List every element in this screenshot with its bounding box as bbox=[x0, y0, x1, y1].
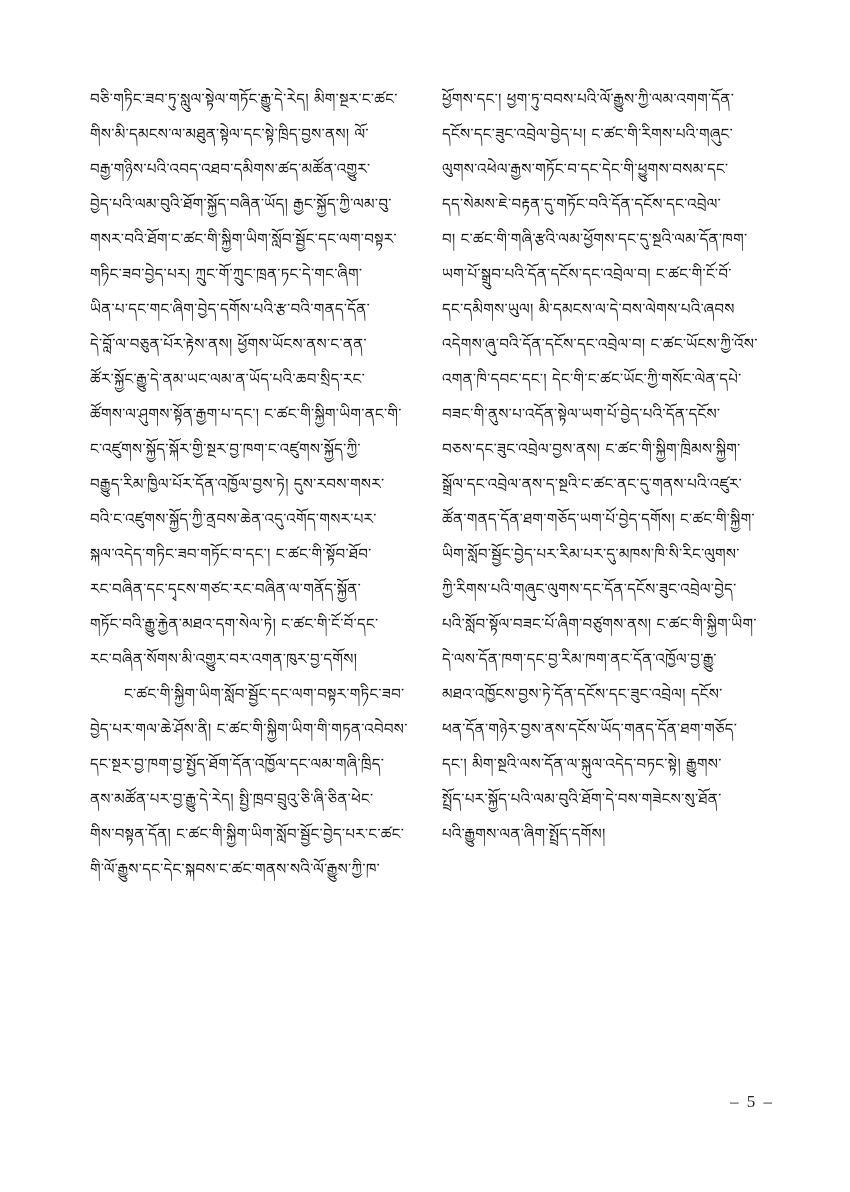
text-line: མཐའ་འཁྱོངས་བྱས་ཏེ་དོན་དངོས་དང་ཟུང་འབྲེལ། དངོས་ bbox=[442, 685, 723, 703]
text-line: ནས་མཚོན་པར་བྱ་རྒྱུ་དེ་རེད། སྤྱི་ཁྲབ་བྲུའུ་ཅི་ཞི་ཅིན་ཕེང་ bbox=[90, 790, 374, 808]
paragraph-first-line: ང་ཚང་གི་སྐྱིག་ཡིག་སློབ་སྦྱོང་དང་ལག་བསྟར་གཏིང་ཟབ་ bbox=[124, 685, 405, 703]
left-text-column bbox=[90, 84, 427, 889]
text-line: པའི་སློབ་སྟོལ་བཟང་པོ་ཞིག་བཙུགས་ནས། ང་ཚང་གི་སྐྱིག་ཡིག་ bbox=[442, 615, 757, 633]
text-line: ཡིག་སློབ་སྦྱོང་བྱེད་པར་རིམ་པར་དུ་མཁས་ཁི་སི་རིང་ལུགས་ bbox=[442, 545, 740, 563]
text-line: བྱེད་པར་གལ་ཆེ་ཤོས་ནི། ང་ཚང་གི་སྐྱིག་ཡིག་གི་གཏན་འབེབས་ bbox=[90, 720, 408, 738]
text-line: རང་བཞིན་དང་དྭངས་གཙང་རང་བཞིན་ལ་གནོད་སྐྱོན་ bbox=[90, 580, 362, 598]
text-line: དངོས་དང་ཟུང་འབྲེལ་བྱེད་པ། ང་ཚང་གི་རིགས་པའི་གཞུང་ bbox=[442, 125, 734, 143]
text-line: ལུགས་འཕེལ་རྒྱས་གཏོང་བ་དང་དེང་གི་ཕྱུགས་བསམ་དང་ bbox=[442, 160, 729, 178]
text-line: བ། ང་ཚང་གི་གཞི་རྩའི་ལམ་ཕྱོགས་དང་དུ་སྔའི་ལམ་དོན་ཁག་ bbox=[442, 230, 748, 248]
text-line: སྐལ་འདེད་གཏིང་ཟབ་གཏོང་བ་དང་། ང་ཚང་གི་སྟོབ་ཐོབ་ bbox=[90, 545, 372, 563]
text-line: གིས་བསྟན་དོན། ང་ཚང་གི་སྐྱིག་ཡིག་སློབ་སྦྱོང་བྱེད་པར་ང་ཚང་ bbox=[90, 825, 405, 843]
text-line: གསར་བའི་ཐོག་ང་ཚང་གི་སྐྱིག་ཡིག་སློབ་སྦྱོང་དང་ལག་བསྟར་ bbox=[90, 230, 397, 248]
text-line: དེ་ལས་དོན་ཁག་དང་བྱ་རིམ་ཁག་ནང་དོན་འཁྱོལ་བྱ་རྒྱུ་ bbox=[442, 650, 717, 668]
text-line: ཕྱོགས་དང་། ཕྱག་ཏུ་བབས་པའི་ལོ་རྒྱུས་ཀྱི་ལམ་འགག་དོན་ bbox=[442, 90, 735, 108]
text-line: ང་འཛུགས་སྐྱོད་སྐོར་གྱི་སྔར་བྱ་ཁག་ང་འཛུགས་སྐྱོད་ཀྱི་ bbox=[90, 440, 361, 458]
text-line: བཅི་གཏིང་ཟབ་ཏུ་སླུལ་སྟེལ་གཏོང་རྒྱུ་དེ་རེད། མིག་སྔར་ང་ཚང་ bbox=[90, 90, 398, 108]
page-number: – 5 – bbox=[730, 1092, 774, 1111]
text-line: བརྒྱ་གཉིས་པའི་འབད་འཐབ་དམིགས་ཚད་མཚོན་འགྱུར་ bbox=[90, 160, 371, 178]
text-line: པའི་རྒྱུགས་ལན་ཞིག་སྤྲོད་དགོས། bbox=[442, 825, 606, 843]
text-line: བཅས་དང་ཟུང་འབྲེལ་བྱས་ནས། ང་ཚང་གི་སྐྱིག་ཁྲིམས་སྐྱིག་ bbox=[442, 440, 741, 458]
text-line: ཡག་པོ་སྒྲུབ་པའི་དོན་དངོས་དང་འབྲེལ་བ། ང་ཚང་གི་ངོ་བོ་ bbox=[442, 265, 732, 283]
text-line: གིས་མི་དམངས་ལ་མཐུན་སྟེལ་དང་སྟེ་ཁྲིད་བྱས་ནས། ལོ་ bbox=[90, 125, 369, 143]
text-line: སྒྲོལ་དང་འབྲེལ་ནས་ད་སྔའི་ང་ཚང་ནང་དུ་གནས་པའི་འཛུར་ bbox=[442, 475, 743, 493]
text-line: རང་བཞིན་སོགས་མི་འགྱུར་བར་འགན་ཁུར་བྱ་དགོས། bbox=[90, 650, 358, 668]
text-line: གི་ལོ་རྒྱུས་དང་དེང་སྐབས་ང་ཚང་གནས་སའི་ལོ་རྒྱུས་ཀྱི་ཁ་ bbox=[90, 860, 381, 878]
text-line: ཚོར་སྐྱོང་རྒྱུ་དེ་ནམ་ཡང་ལམ་ན་ཡོད་པའི་ཆབ་སྲིད་རང་ bbox=[90, 370, 366, 388]
text-line: བྱེད་པའི་ལམ་བུའི་ཐོག་སྐྱོད་བཞིན་ཡོད། རྒྱང་སྐྱོད་ཀྱི་ལམ་བུ་ bbox=[90, 195, 392, 213]
text-line: འདེགས་ཞུ་བའི་དོན་དངོས་དང་འབྲེལ་བ། ང་ཚང་ཡོངས་ཀྱི་འོས་ bbox=[442, 335, 758, 353]
text-line: དད་སེམས་ཇེ་བརྟན་དུ་གཏོང་བའི་དོན་དངོས་དང་འབྲེལ་ bbox=[442, 195, 722, 213]
text-line: ཕན་དོན་གཉེར་བྱས་ནས་དངོས་ཡོད་གནད་དོན་ཐག་གཅོད་ bbox=[442, 720, 738, 738]
text-line: བཟང་གི་ནུས་པ་འདོན་སྟེལ་ཡག་པོ་བྱེད་པའི་དོན་དངོས་ bbox=[442, 405, 721, 423]
text-line: དང་། མིག་སྔའི་ལས་དོན་ལ་སྐུལ་འདེད་བཏང་སྟེ། རྒྱུགས་ bbox=[442, 755, 722, 773]
text-line: དང་དམིགས་ཡུལ། མི་དམངས་ལ་དེ་བས་ལེགས་པའི་ཞབས bbox=[442, 300, 735, 318]
text-line: དང་སྔར་བྱ་ཁག་བྱ་སྤྱོད་ཐོག་དོན་འཁྱོལ་དང་ལམ་གཞི་ཁྲིད་ bbox=[90, 755, 385, 773]
text-line: ཚོན་གནད་དོན་ཐག་གཅོད་ཡག་པོ་བྱེད་དགོས། ང་ཚང་གི་སྐྱིག་ bbox=[442, 510, 755, 528]
text-line: ཚོགས་ལ་ཤུགས་སྟོན་རྒྱག་པ་དང་། ང་ཚང་གི་སྐྱིག་ཡིག་ནང་གི་ bbox=[90, 405, 402, 423]
text-line: གཏོང་བའི་རྒྱུ་རྐྱེན་མཐའ་དག་སེལ་ཏེ། ང་ཚང་གི་ངོ་བོ་དང་ bbox=[90, 615, 379, 633]
text-line: འགན་ཁི་དབང་དང་། དེང་གི་ང་ཚང་ཡོང་ཀྱི་གསོང་ལེན་དཔེ་ bbox=[442, 370, 742, 388]
text-line: ཡིན་པ་དང་གང་ཞིག་བྱེད་དགོས་པའི་རྩ་བའི་གནད་དོན་ bbox=[90, 300, 371, 318]
right-text-column bbox=[442, 84, 779, 854]
text-line: བརྒྱུད་རིམ་ཁྱིལ་པོར་དོན་འཁྱོལ་བྱས་ཏེ། དུས་རབས་གསར་ bbox=[90, 475, 385, 493]
text-line: དེ་བློ་ལ་བཅུན་པོར་རྟེས་ནས། ཕྱོགས་ཡོངས་ནས་ང་ནན་ bbox=[90, 335, 367, 353]
text-line: བའི་ང་འཛུགས་སྐྱོད་ཀྱི་ནྲབས་ཆེན་འདུ་འགོད་གསར་པར་ bbox=[90, 510, 377, 528]
text-line: སྤྲོད་པར་སྐྱོད་པའི་ལམ་བུའི་ཐོག་དེ་བས་གཟེངས་སུ་ཐོན་ bbox=[442, 790, 722, 808]
text-line: ཀྱི་རིགས་པའི་གཞུང་ལུགས་དང་དོན་དངོས་ཟུང་འབྲེལ་བྱེད་ bbox=[442, 580, 737, 598]
text-line: གཏིང་ཟབ་བྱེད་པར། ཀྲུང་གོ་ཀྲུང་ཁྲན་ཏང་དེ་གང་ཞིག་ bbox=[90, 265, 363, 283]
